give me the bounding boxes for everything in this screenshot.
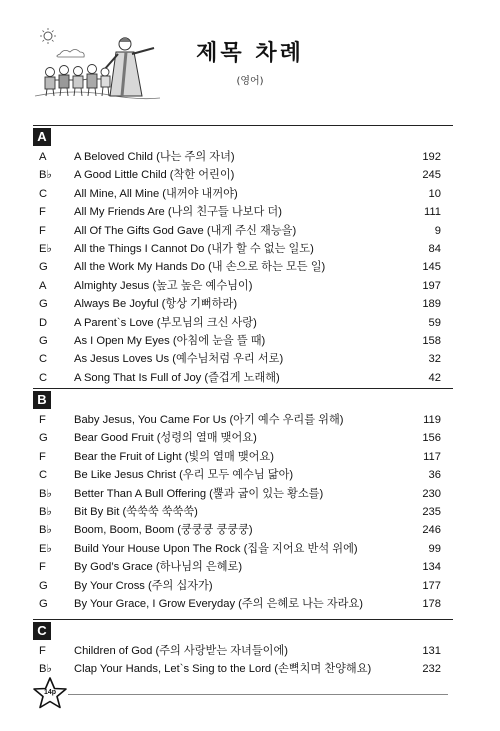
song-key: C [39, 353, 48, 366]
song-key: E♭ [39, 242, 52, 255]
page-ref: 178 [422, 597, 441, 610]
song-key: D [39, 316, 48, 329]
list-item [33, 577, 453, 595]
song-key: G [39, 334, 48, 347]
page-ref: 177 [422, 579, 441, 592]
page-subtitle: (영어) [236, 76, 264, 87]
list-item [33, 332, 453, 350]
song-title: A Song That Is Full of Joy (즐겁게 노래해) [74, 371, 280, 384]
page-ref: 42 [428, 371, 441, 384]
jesus-leading-children-illustration [30, 26, 165, 106]
list-item [33, 240, 453, 258]
list-item [33, 521, 453, 539]
page-ref: 99 [428, 542, 441, 555]
song-title: As Jesus Loves Us (예수님처럼 우리 서로) [74, 353, 284, 366]
page-ref: 131 [422, 645, 441, 657]
song-key: A [39, 151, 47, 163]
song-title: Bear the Fruit of Light (빛의 열매 맺어요) [74, 450, 275, 463]
song-title: Almighty Jesus (높고 높은 예수님이) [74, 279, 253, 292]
song-title: By Your Grace, I Grow Everyday (주의 은혜로 나는 자라요) [74, 597, 363, 610]
page-ref: 235 [422, 505, 441, 518]
song-title: Children of God (주의 사랑받는 자녀들이에) [74, 645, 289, 657]
song-list [33, 148, 453, 387]
song-title: Be Like Jesus Christ (우리 모두 예수님 닮아) [74, 469, 294, 482]
page-ref: 119 [423, 414, 441, 426]
song-key: B♭ [39, 487, 52, 500]
list-item [33, 350, 453, 368]
song-key: B♭ [39, 505, 52, 518]
list-item [33, 540, 453, 558]
list-item [33, 595, 453, 613]
page-ref: 9 [434, 224, 441, 237]
song-key: C [39, 371, 48, 384]
page-ref: 197 [422, 279, 441, 292]
song-key: F [39, 206, 46, 219]
song-title: A Good Little Child (착한 어린이) [74, 169, 235, 182]
song-title: Build Your House Upon The Rock (집을 지어요 반석 위에) [74, 542, 358, 555]
page-ref: 117 [423, 450, 441, 463]
song-title: All My Friends Are (나의 친구들 나보다 더) [74, 206, 282, 219]
page-ref: 32 [428, 353, 441, 366]
list-item [33, 466, 453, 484]
song-key: G [39, 298, 48, 311]
page-ref: 84 [428, 242, 441, 255]
list-item [33, 642, 453, 660]
song-key: F [39, 224, 46, 237]
song-title: Baby Jesus, You Came For Us (아기 예수 우리를 위해) [74, 414, 344, 426]
song-key: F [39, 414, 46, 426]
list-item [33, 148, 453, 166]
footer-divider [68, 694, 448, 695]
list-item [33, 558, 453, 576]
list-item [33, 203, 453, 221]
song-key: F [39, 561, 46, 574]
page-ref: 145 [422, 261, 441, 274]
page-footer [0, 672, 500, 712]
section-divider [33, 388, 453, 389]
page-ref: 10 [428, 187, 441, 200]
song-title: All the Things I Cannot Do (내가 할 수 없는 일도) [74, 242, 314, 255]
song-list [33, 411, 453, 613]
page-ref: 246 [422, 524, 441, 537]
section-letter: C [33, 622, 51, 640]
song-key: C [39, 187, 48, 200]
page-ref: 156 [422, 432, 441, 445]
page-ref: 111 [423, 206, 441, 219]
page-ref: 158 [422, 334, 441, 347]
song-title: Clap Your Hands, Let`s Sing to the Lord (손뼉치며 찬양해요) [74, 663, 372, 676]
song-title: Bear Good Fruit (성령의 열매 맺어요) [74, 432, 257, 445]
page-header [0, 0, 500, 110]
page-ref: 245 [422, 169, 441, 182]
song-title: All Mine, All Mine (내꺼야 내꺼야) [74, 187, 238, 200]
song-key: C [39, 469, 48, 482]
song-title: By God’s Grace (하나님의 은혜로) [74, 561, 243, 574]
list-item [33, 277, 453, 295]
page-ref: 192 [422, 151, 441, 163]
song-key: B♭ [39, 169, 52, 182]
song-key: E♭ [39, 542, 52, 555]
list-item [33, 485, 453, 503]
page-ref: 59 [428, 316, 441, 329]
section-divider [33, 125, 453, 126]
section-letter: A [33, 128, 51, 146]
list-item [33, 448, 453, 466]
song-title: By Your Cross (주의 십자가) [74, 579, 213, 592]
song-key: F [39, 645, 46, 657]
song-key: B♭ [39, 663, 52, 676]
list-item [33, 166, 453, 184]
list-item [33, 258, 453, 276]
page-ref: 36 [428, 469, 441, 482]
song-title: Better Than A Bull Offering (뿔과 굽이 있는 황소를) [74, 487, 324, 500]
song-key: G [39, 597, 48, 610]
page-ref: 230 [422, 487, 441, 500]
song-title: All the Work My Hands Do (내 손으로 하는 모든 일) [74, 261, 326, 274]
song-key: G [39, 432, 48, 445]
song-title: Bit By Bit (쑥쑥쑥 쑥쑥쑥) [74, 505, 198, 518]
list-item [33, 411, 453, 429]
page-title: 제목 차례 [196, 41, 304, 66]
song-key: G [39, 579, 48, 592]
song-title: A Parent`s Love (부모님의 크신 사랑) [74, 316, 257, 329]
list-item [33, 503, 453, 521]
list-item [33, 314, 453, 332]
list-item [33, 185, 453, 203]
list-item [33, 429, 453, 447]
page-ref: 134 [422, 561, 441, 574]
song-title: As I Open My Eyes (아침에 눈을 뜰 때) [74, 334, 266, 347]
song-key: B♭ [39, 524, 52, 537]
page-ref: 189 [422, 298, 441, 311]
song-title: A Beloved Child (나는 주의 자녀) [74, 151, 235, 163]
song-key: F [39, 450, 46, 463]
song-title: All Of The Gifts God Gave (내게 주신 재능을) [74, 224, 297, 237]
list-item [33, 295, 453, 313]
list-item [33, 369, 453, 387]
song-key: G [39, 261, 48, 274]
song-key: A [39, 279, 47, 292]
list-item [33, 222, 453, 240]
page-number: 14p [43, 689, 57, 696]
song-title: Always Be Joyful (항상 기뻐하라) [74, 298, 238, 311]
song-title: Boom, Boom, Boom (쿵쿵쿵 쿵쿵쿵) [74, 524, 253, 537]
section-letter: B [33, 391, 51, 409]
section-divider [33, 619, 453, 620]
page-ref: 232 [422, 663, 441, 676]
